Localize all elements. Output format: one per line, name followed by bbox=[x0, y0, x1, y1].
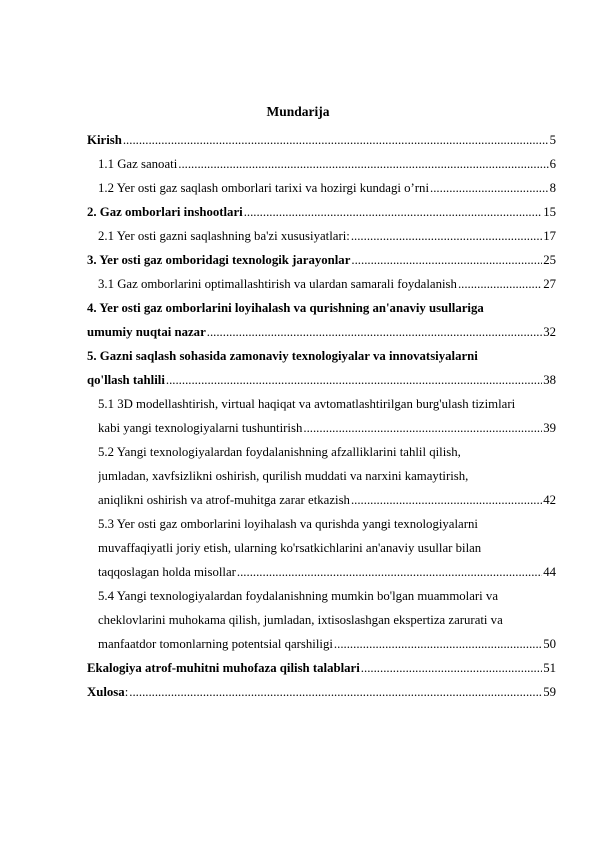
toc-entry-leader-row bbox=[98, 152, 556, 176]
toc-page-number: 17 bbox=[543, 229, 556, 243]
toc-entry-leader-row bbox=[87, 248, 556, 272]
toc-entry[interactable] bbox=[87, 128, 556, 152]
toc-title: Mundarija bbox=[266, 104, 330, 119]
toc-entry-line: jumladan, xavfsizlikni oshirish, qurilish muddati va narxini kamaytirish, bbox=[98, 469, 469, 483]
toc-entry-leader-row bbox=[87, 368, 556, 392]
toc-page-number: 27 bbox=[543, 277, 556, 291]
toc-page-number: 15 bbox=[543, 205, 556, 219]
dot-leader bbox=[207, 320, 542, 344]
toc-entry[interactable] bbox=[87, 512, 556, 584]
toc-entry[interactable] bbox=[87, 392, 556, 440]
dot-leader bbox=[303, 416, 542, 440]
dot-leader bbox=[361, 656, 542, 680]
toc-entry-label: Ekalogiya atrof-muhitni muhofaza qilish talablari bbox=[87, 661, 360, 675]
toc-page-number: 25 bbox=[543, 253, 556, 267]
toc-entry-label: 3. Yer osti gaz omboridagi texnologik jarayonlar bbox=[87, 253, 351, 267]
toc-entry-label: taqqoslagan holda misollar bbox=[98, 565, 236, 579]
toc-entry-leader-row bbox=[98, 632, 556, 656]
toc-entry-leader-row bbox=[87, 656, 556, 680]
dot-leader bbox=[351, 248, 542, 272]
toc-entry-label: 3.1 Gaz omborlarini optimallashtirish va ulardan samarali foydalanish bbox=[98, 277, 457, 291]
toc-page-number: 8 bbox=[549, 181, 556, 195]
toc-entry-leader-row bbox=[87, 200, 556, 224]
toc-entry-label: qo'llash tahlili bbox=[87, 373, 165, 387]
toc-entry-label: 1.1 Gaz sanoati bbox=[98, 157, 178, 171]
dot-leader bbox=[178, 152, 548, 176]
table-of-contents bbox=[87, 128, 556, 704]
toc-entry-line: 5.1 3D modellashtirish, virtual haqiqat va avtomatlashtirilgan burg'ulash tizimlari bbox=[98, 397, 516, 411]
toc-entry-label: 1.2 Yer osti gaz saqlash omborlari tarixi va hozirgi kundagi o’rni bbox=[98, 181, 430, 195]
dot-leader bbox=[351, 488, 542, 512]
toc-page-number: 44 bbox=[543, 565, 556, 579]
toc-page-number: 42 bbox=[543, 493, 556, 507]
toc-entry-label: manfaatdor tomonlarning potentsial qarshiligi bbox=[98, 637, 333, 651]
toc-entry[interactable] bbox=[87, 344, 556, 392]
toc-entry-line: muvaffaqiyatli joriy etish, ularning ko'rsatkichlarini an'anaviy usullar bilan bbox=[98, 541, 482, 555]
toc-entry-line: 4. Yer osti gaz omborlarini loyihalash va qurishning an'anaviy usullariga bbox=[87, 301, 484, 315]
toc-entry-line: cheklovlarini muhokama qilish, jumladan, ixtisoslashgan ekspertiza zarurati va bbox=[98, 613, 503, 627]
toc-entry-leader-row bbox=[87, 128, 556, 152]
toc-entry[interactable] bbox=[87, 296, 556, 344]
toc-entry[interactable] bbox=[87, 440, 556, 512]
dot-leader bbox=[334, 632, 542, 656]
toc-entry-line: 5.2 Yangi texnologiyalardan foydalanishning afzalliklarini tahlil qilish, bbox=[98, 445, 461, 459]
toc-entry[interactable] bbox=[87, 680, 556, 704]
toc-page-number: 59 bbox=[543, 685, 556, 699]
toc-entry[interactable] bbox=[87, 584, 556, 656]
dot-leader bbox=[166, 368, 542, 392]
toc-entry-line: 5.4 Yangi texnologiyalardan foydalanishning mumkin bo'lgan muammolari va bbox=[98, 589, 499, 603]
toc-entry-line: 5. Gazni saqlash sohasida zamonaviy texnologiyalar va innovatsiyalarni bbox=[87, 349, 478, 363]
toc-entry-leader-row bbox=[87, 320, 556, 344]
toc-entry[interactable] bbox=[87, 200, 556, 224]
toc-entry-label: aniqlikni oshirish va atrof-muhitga zarar etkazish bbox=[98, 493, 350, 507]
toc-entry-label: Kirish bbox=[87, 133, 122, 147]
dot-leader bbox=[351, 224, 542, 248]
toc-entry[interactable] bbox=[87, 176, 556, 200]
toc-entry-line: 5.3 Yer osti gaz omborlarini loyihalash va qurishda yangi texnologiyalarni bbox=[98, 517, 478, 531]
toc-entry[interactable] bbox=[87, 224, 556, 248]
toc-page-number: 38 bbox=[543, 373, 556, 387]
dot-leader bbox=[244, 200, 543, 224]
toc-entry[interactable] bbox=[87, 656, 556, 680]
toc-entry-leader-row bbox=[87, 680, 556, 704]
toc-entry-leader-row bbox=[98, 488, 556, 512]
toc-entry-leader-row bbox=[98, 176, 556, 200]
toc-entry-label: 2. Gaz omborlari inshootlari bbox=[87, 205, 243, 219]
dot-leader bbox=[237, 560, 542, 584]
dot-leader bbox=[123, 128, 549, 152]
toc-entry-label: 2.1 Yer osti gazni saqlashning ba'zi xususiyatlari: bbox=[98, 229, 350, 243]
toc-page-number: 39 bbox=[543, 421, 556, 435]
toc-entry-leader-row bbox=[98, 224, 556, 248]
dot-leader bbox=[458, 272, 542, 296]
toc-entry-leader-row bbox=[98, 560, 556, 584]
toc-entry[interactable] bbox=[87, 248, 556, 272]
toc-page-number: 32 bbox=[543, 325, 556, 339]
toc-entry[interactable] bbox=[87, 272, 556, 296]
toc-page-number: 6 bbox=[549, 157, 556, 171]
toc-entry[interactable] bbox=[87, 152, 556, 176]
toc-entry-label: kabi yangi texnologiyalarni tushuntirish bbox=[98, 421, 303, 435]
toc-page-number: 5 bbox=[549, 133, 556, 147]
toc-entry-suffix: : bbox=[124, 685, 129, 699]
dot-leader bbox=[430, 176, 549, 200]
toc-entry-leader-row bbox=[98, 416, 556, 440]
toc-page-number: 51 bbox=[543, 661, 556, 675]
dot-leader bbox=[129, 680, 542, 704]
toc-entry-label: umumiy nuqtai nazar bbox=[87, 325, 206, 339]
toc-page-number: 50 bbox=[543, 637, 556, 651]
toc-entry-leader-row bbox=[98, 272, 556, 296]
toc-entry-label: Xulosa bbox=[87, 685, 125, 699]
